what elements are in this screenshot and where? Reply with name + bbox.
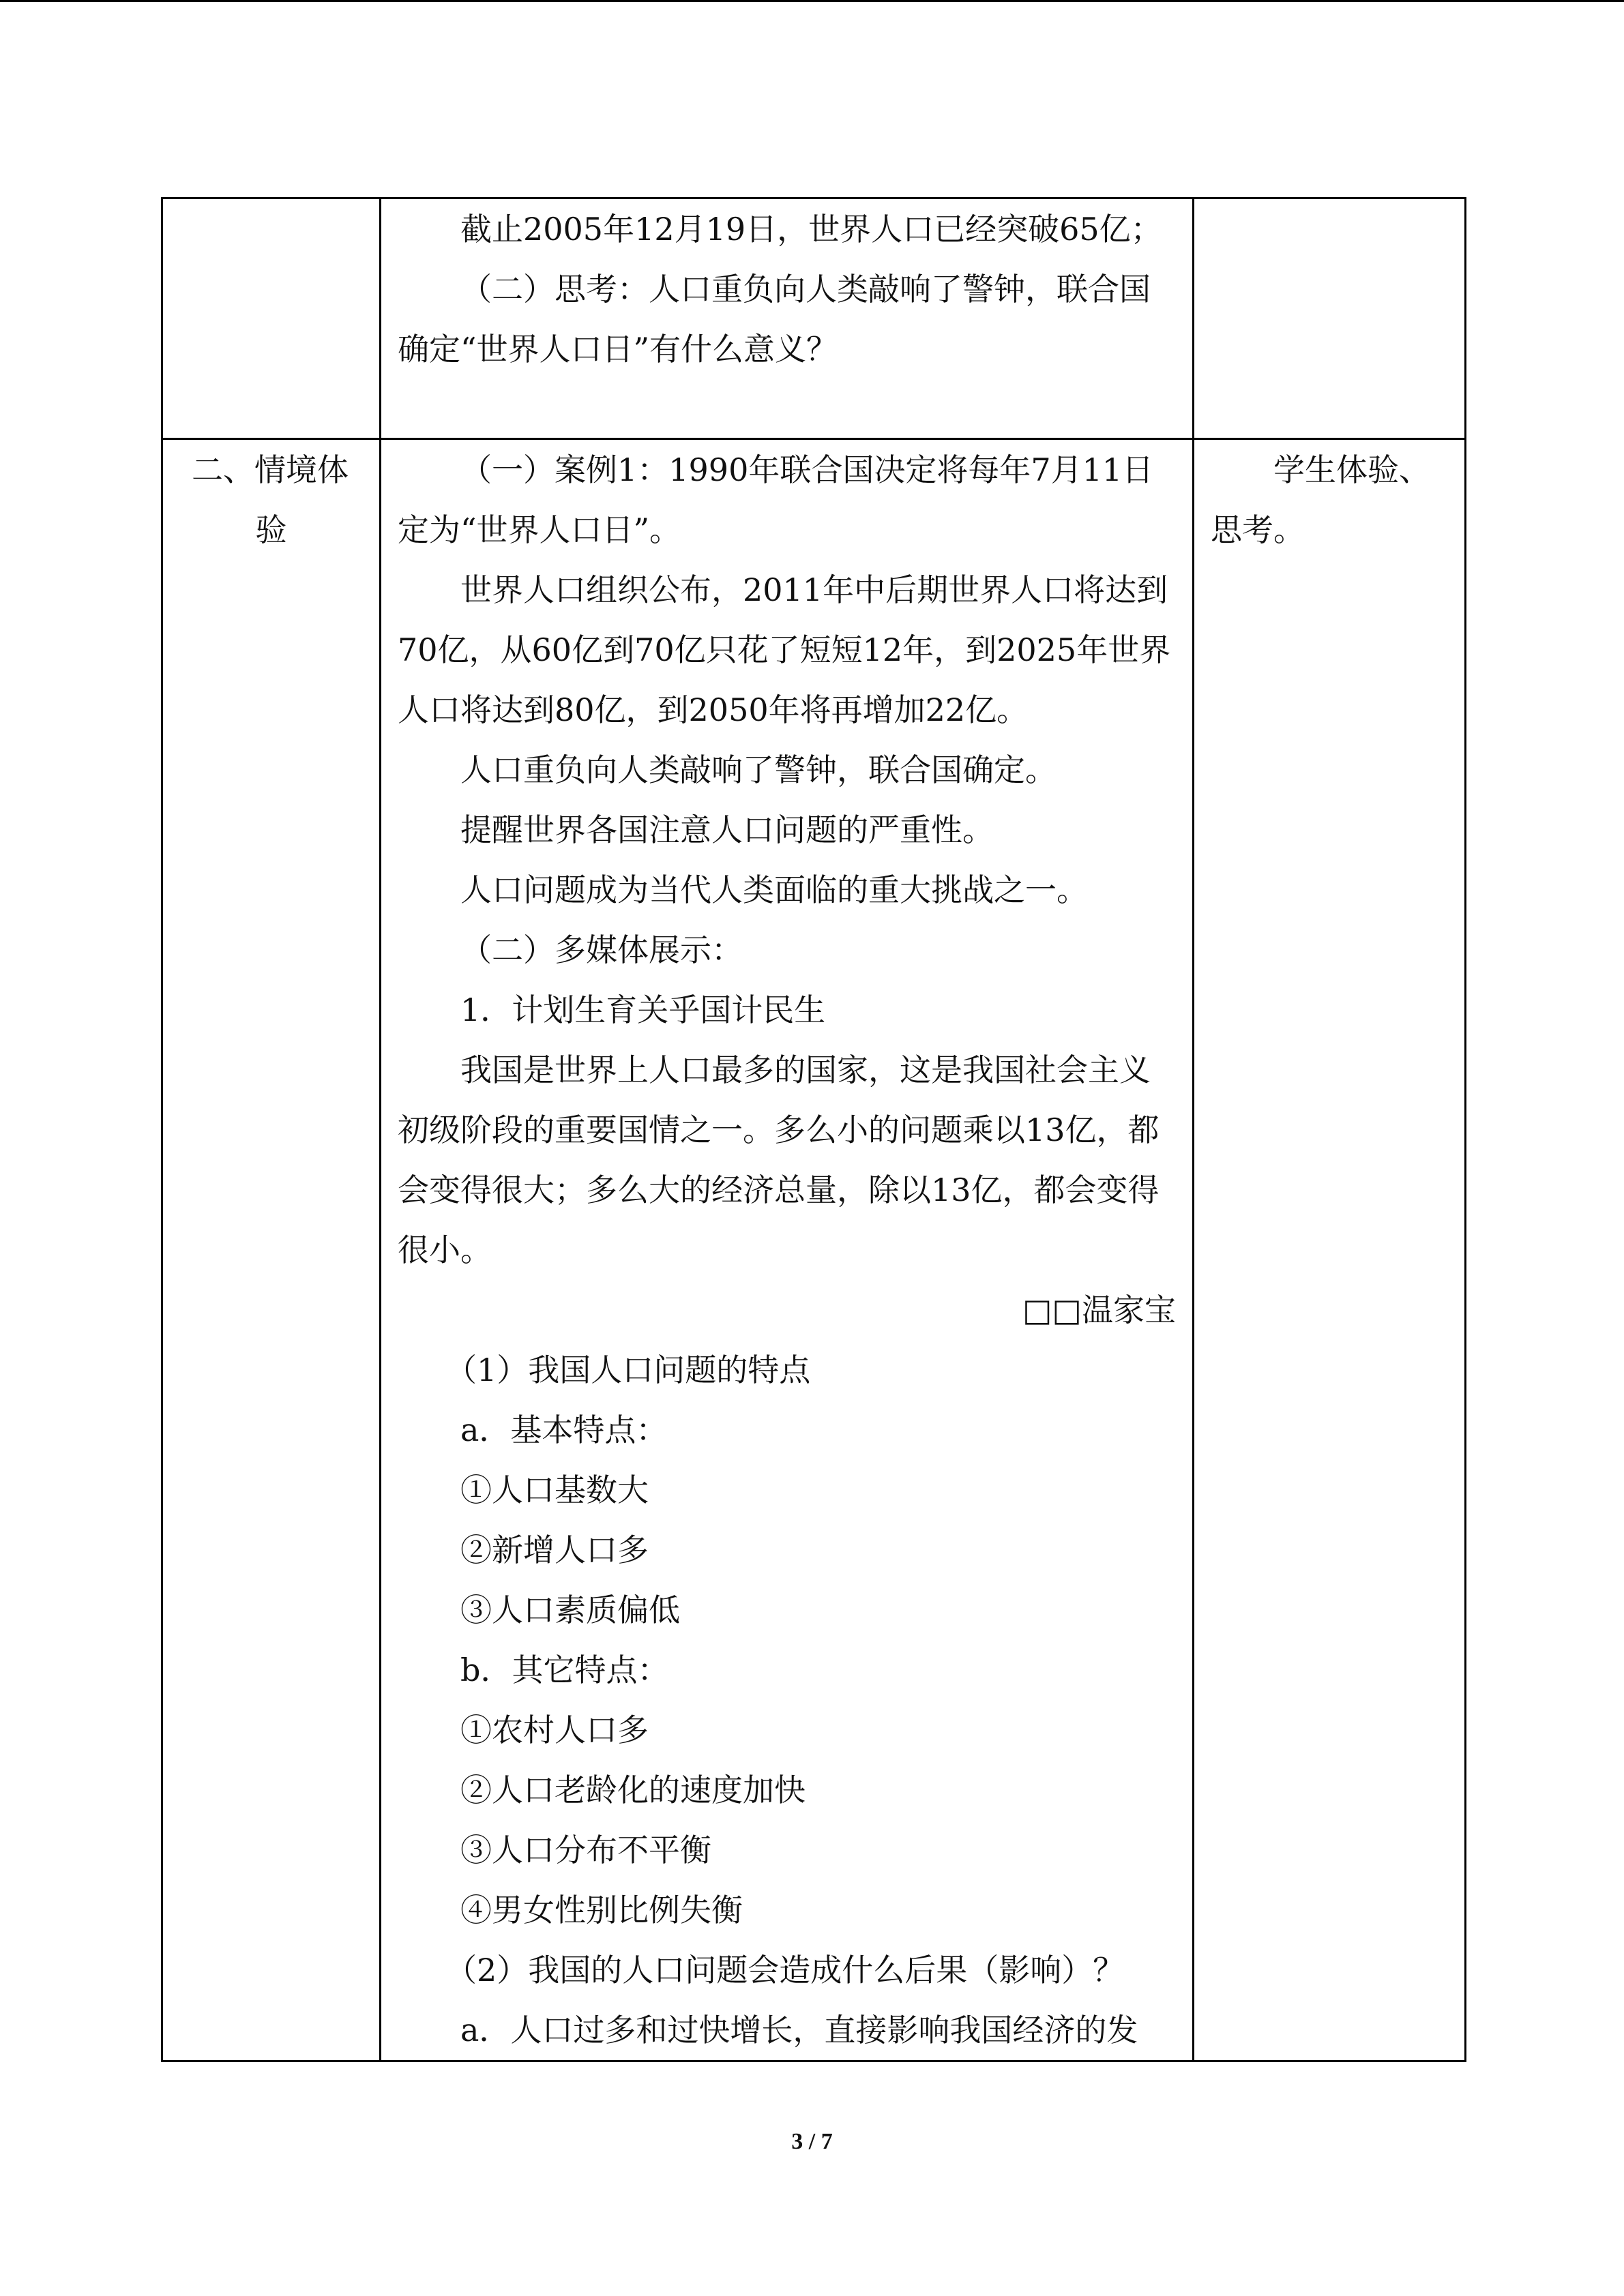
- table-row: [162, 198, 1466, 439]
- stage-label: 二、情境体: [192, 451, 349, 488]
- paragraph: 截止2005年12月19日，世界人口已经突破65亿；: [460, 211, 1162, 248]
- paragraph: a．基本特点：: [460, 1412, 668, 1448]
- paragraph: （2）我国的人口问题会造成什么后果（影响）？: [445, 1952, 1125, 1988]
- attribution: □□温家宝: [1022, 1292, 1176, 1328]
- paragraph: 人口问题成为当代人类面临的重大挑战之一。: [460, 871, 1088, 908]
- activity-cell: [1194, 198, 1466, 439]
- paragraph: （二）多媒体展示：: [460, 931, 743, 968]
- content-cell: [381, 439, 1194, 2061]
- paragraph: （一）案例1：1990年联合国决定将每年7月11日定为“世界人口日”。: [398, 451, 1154, 548]
- table-row: [162, 439, 1466, 2061]
- activity-cell: [1194, 439, 1466, 2061]
- list-item: ③人口素质偏低: [460, 1592, 680, 1628]
- list-item: ②新增人口多: [460, 1532, 649, 1568]
- list-item: ④男女性别比例失衡: [460, 1892, 743, 1928]
- paragraph: 我国是世界上人口最多的国家，这是我国社会主义初级阶段的重要国情之一。多么小的问题乘以13亿，都会变得很大；多么大的经济总量，除以13亿，都会变得很小。: [398, 1052, 1160, 1268]
- top-rule: [0, 0, 1624, 2]
- paragraph: 提醒世界各国注意人口问题的严重性。: [460, 811, 994, 848]
- list-item: ②人口老龄化的速度加快: [460, 1772, 806, 1808]
- stage-label: 验: [255, 511, 287, 548]
- activity-text: 学生体验、思考。: [1211, 451, 1430, 548]
- paragraph: 世界人口组织公布，2011年中后期世界人口将达到70亿，从60亿到70亿只花了短短12年，到2025年世界人口将达到80亿，到2050年将再增加22亿。: [398, 571, 1171, 728]
- paragraph: b．其它特点：: [460, 1652, 669, 1688]
- stage-cell: [162, 439, 381, 2061]
- list-item: ③人口分布不平衡: [460, 1832, 711, 1868]
- paragraph: 1．计划生育关乎国计民生: [460, 992, 826, 1028]
- paragraph: （1）我国人口问题的特点: [445, 1352, 811, 1388]
- stage-cell: [162, 198, 381, 439]
- page-number: 3 / 7: [791, 2129, 833, 2154]
- list-item: ①人口基数大: [460, 1472, 649, 1508]
- lesson-table: [161, 197, 1466, 2062]
- paragraph: （二）思考：人口重负向人类敲响了警钟，联合国确定“世界人口日”有什么意义？: [398, 271, 1151, 368]
- list-item: ①农村人口多: [460, 1712, 649, 1748]
- paragraph: a．人口过多和过快增长，直接影响我国经济的发: [460, 2012, 1138, 2048]
- content-cell: [381, 198, 1194, 439]
- paragraph: 人口重负向人类敲响了警钟，联合国确定。: [460, 751, 1057, 788]
